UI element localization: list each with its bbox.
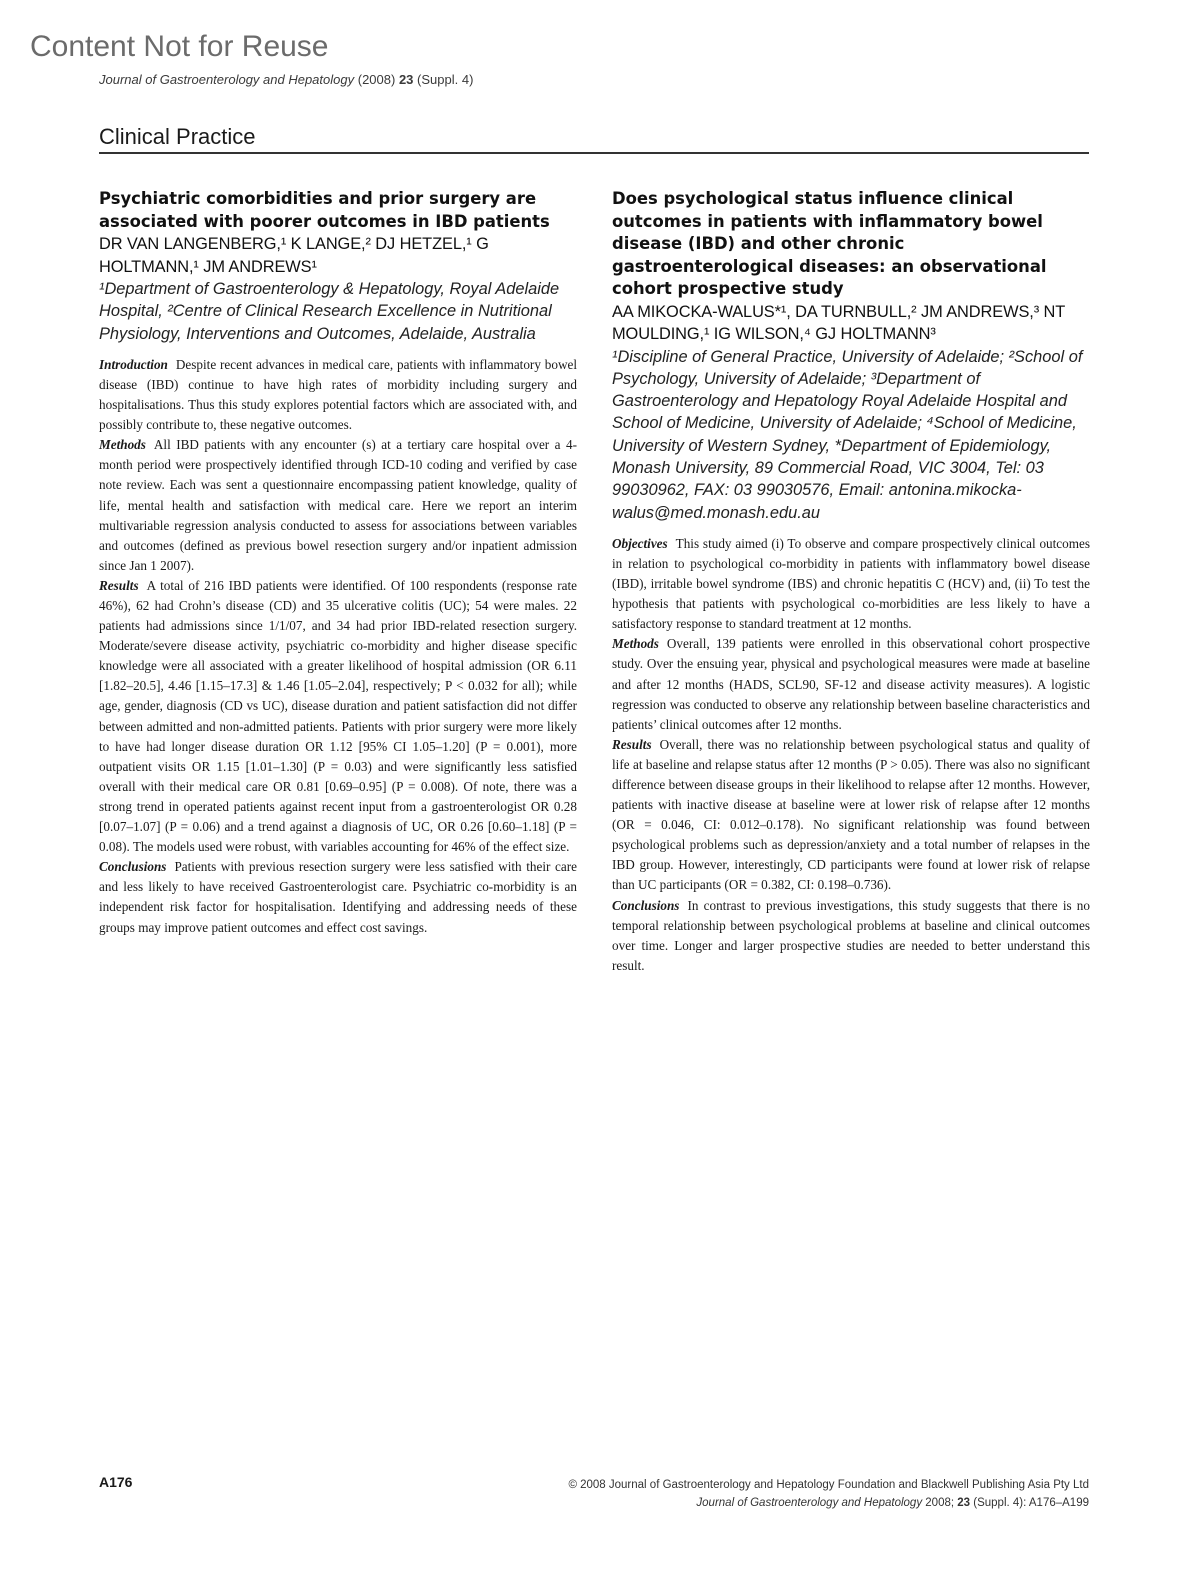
- abstract-2-authors: AA MIKOCKA-WALUS*¹, DA TURNBULL,² JM ANDREWS,³ NT MOULDING,¹ IG WILSON,⁴ GJ HOLTMANN³: [612, 302, 1065, 343]
- abstract-1-conclusions: [99, 857, 577, 937]
- section-text: Overall, there was no relationship between psychological status and quality of life at baseline and relapse status after 12 months (P > 0.05). There was also no significant difference between disease groups in their likelihood to relapse after 12 months. However, patients with inactive disease at baseline were at lower risk of relapse after 12 months (OR = 0.046, CI: 0.012–0.178). No significant relationship was found between psychological problems such as depression/anxiety and a total number of relapses in the IBD group. However, interestingly, CD participants were found at lower risk of relapse than UC participants (OR = 0.382, CI: 0.198–0.736).: [612, 736, 1090, 893]
- section-heading: Introduction: [99, 356, 168, 372]
- journal-suppl: (Suppl. 4): [417, 72, 474, 87]
- citation-rest: (Suppl. 4): A176–A199: [973, 1497, 1089, 1509]
- section-heading: Objectives: [612, 535, 668, 551]
- abstract-2-results: [612, 735, 1090, 896]
- journal-year: (2008): [357, 72, 396, 87]
- citation-volume: 23: [957, 1497, 971, 1509]
- section-text: In contrast to previous investigations, this study suggests that there is no temporal relationship between psychological problems at baseline and clinical outcomes over time. Longer and larger prospective studies are needed to better understand this result.: [612, 897, 1090, 973]
- abstract-1-affiliations: ¹Department of Gastroenterology & Hepatology, Royal Adelaide Hospital, ²Centre of Clinical Research Excellence in Nutritional Physiology, Interventions and Outcomes, Adelaide, Australia: [99, 280, 560, 343]
- abstract-2-title: Does psychological status influence clinical outcomes in patients with inflammatory bowel disease (IBD) and other chronic gastroenterological diseases: an observational cohort prospective study: [612, 189, 1047, 298]
- abstract-1-methods: [99, 435, 577, 576]
- section-heading: Methods: [612, 636, 659, 652]
- section-text: A total of 216 IBD patients were identified. Of 100 respondents (response rate 46%), 62 had Crohn’s disease (CD) and 35 ulcerative colitis (UC); 54 were males. 22 patients had admissions since 1/1/07, and 34 had prior IBD-related resection surgery. Moderate/severe disease activity, psychiatric co-morbidity and higher disease specific knowledge were all associated with a greater likelihood of hospital admission (OR 6.11 [1.82–20.5], 4.46 [1.15–17.3] & 1.46 [1.05–2.04], respectively; P < 0.032 for all); while age, gender, diagnosis (CD vs UC), disease duration and patient satisfaction did not differ between admitted and non-admitted patients. Patients with prior surgery were more likely to have had longer disease duration OR 1.12 [95% CI 1.05–1.20] (P = 0.001), more outpatient visits OR 1.15 [1.01–1.30] (P = 0.03) and were significantly less satisfied overall with their medical care OR 0.81 [0.69–0.95] (P = 0.008). Of note, there was a strong trend in operated patients against recent input from a gastroenterologist OR 0.28 [0.07–1.07] (P = 0.06) and a trend against a diagnosis of UC, OR 0.26 [0.60–1.18] (P = 0.08). The models used were robust, with variables accounting for 46% of the effect size.: [99, 577, 577, 855]
- citation-journal: Journal of Gastroenterology and Hepatology: [696, 1497, 923, 1509]
- section-text: Despite recent advances in medical care, patients with inflammatory bowel disease (IBD) continue to have high rates of morbidity including surgery and hospitalisations. Thus this study explores potential factors which are associated with, and possibly contribute to, these negative outcomes.: [99, 356, 577, 433]
- abstract-2-methods: [612, 634, 1090, 734]
- abstract-2-affiliations: ¹Discipline of General Practice, University of Adelaide; ²School of Psychology, University of Adelaide; ³Department of Gastroenterology and Hepatology Royal Adelaide Hospital and School of Medicine, University of Adelaide; ⁴School of Medicine, University of Western Sydney, *Department of Epidemiology, Monash University, 89 Commercial Road, VIC 3004, Tel: 03 99030962, FAX: 03 99030576, Email: antonina.mikocka-walus@med.monash.edu.au: [612, 347, 1083, 522]
- abstract-1-results: [99, 576, 577, 857]
- abstract-2-conclusions: [612, 896, 1090, 976]
- footer-copyright: [568, 1476, 1089, 1512]
- section-heading: Conclusions: [612, 897, 680, 913]
- journal-name: Journal of Gastroenterology and Hepatology: [99, 72, 355, 87]
- section-text: Overall, 139 patients were enrolled in this observational cohort prospective study. Over the ensuing year, physical and psychological measures were made at baseline and after 12 months (HADS, SCL90, SF-12 and disease activity measures). A logistic regression was conducted to observe any relationship between baseline characteristics and patients’ clinical outcomes after 12 months.: [612, 636, 1090, 732]
- section-heading: Conclusions: [99, 859, 167, 875]
- section-heading: Results: [612, 736, 652, 752]
- watermark-text: Content Not for Reuse: [30, 30, 329, 63]
- citation-year: 2008;: [925, 1497, 955, 1509]
- page-number: A176: [99, 1474, 133, 1490]
- copyright-line: © 2008 Journal of Gastroenterology and Hepatology Foundation and Blackwell Publishing Asia Pty Ltd: [568, 1479, 1089, 1491]
- abstract-1-introduction: [99, 355, 577, 435]
- section-title: Clinical Practice: [99, 124, 1089, 154]
- abstract-2: [612, 188, 1090, 976]
- journal-volume: 23: [398, 72, 414, 87]
- section-text: All IBD patients with any encounter (s) at a tertiary care hospital over a 4-month period were prospectively identified through ICD-10 coding and verified by case note review. Each was sent a questionnaire encompassing patient knowledge, quality of life, mental health and satisfaction with medical care. Here we report an interim multivariable regression analysis conducted to assess for associations between variables and outcomes (defined as previous bowel resection surgery and/or inpatient admission since Jan 1 2007).: [99, 437, 577, 573]
- citation-line: [568, 1494, 1089, 1512]
- journal-header: [99, 72, 473, 87]
- section-text: Patients with previous resection surgery were less satisfied with their care and less likely to have received Gastroenterologist care. Psychiatric co-morbidity is an independent risk factor for hospitalisation. Identifying and addressing needs of these groups may improve patient outcomes and effect cost savings.: [99, 859, 577, 935]
- abstract-2-objectives: [612, 534, 1090, 634]
- section-text: This study aimed (i) To observe and compare prospectively clinical outcomes in relation to psychological co-morbidity in patients with inflammatory bowel disease (IBD), irritable bowel syndrome (IBS) and chronic hepatitis C (HCV) and, (ii) To test the hypothesis that patients with psychological co-morbidities are less likely to have a satisfactory response to standard treatment at 12 months.: [612, 535, 1090, 632]
- section-heading: Methods: [99, 437, 146, 453]
- abstract-1-title: Psychiatric comorbidities and prior surgery are associated with poorer outcomes in IBD patients: [99, 189, 550, 231]
- section-heading: Results: [99, 577, 139, 593]
- abstract-1: [99, 188, 577, 938]
- abstract-1-authors: DR VAN LANGENBERG,¹ K LANGE,² DJ HETZEL,¹ G HOLTMANN,¹ JM ANDREWS¹: [99, 235, 489, 276]
